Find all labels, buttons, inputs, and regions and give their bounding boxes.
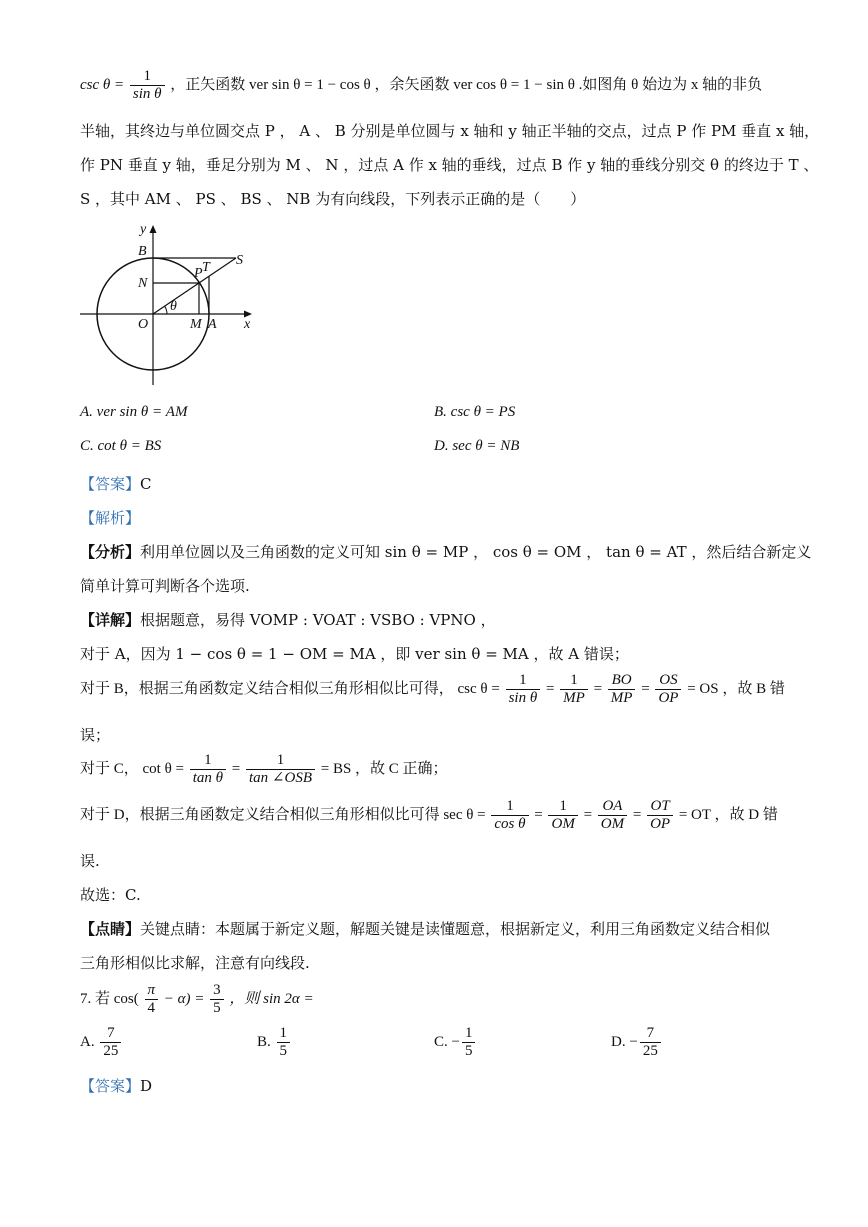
q6-for-d-cont: 误. [80,852,100,870]
label-S: S [236,253,243,268]
q6-stem-line4: S ，其中 AM 、 PS 、 BS 、 NB 为有向线段，下列表示正确的是（ ） [80,190,586,208]
q6-answer: 【答案】C [80,475,152,493]
q6-for-c: 对于 C， cot θ = $\frac{1}{\text{tan θ}}$ = $\frac{1}{\text{tan ∠OSB}}$ = BS ，故 C 正确； [80,752,448,787]
q6-option-a: A. ver sin θ = AM [80,404,188,420]
angle-arc [165,306,167,314]
q6-for-b: 对于 B，根据三角函数定义结合相似三角形相似比可得， csc θ = $\frac{1}{\text{sin θ}}$ = $\frac{1}{MP}$ = $\frac{BO}{MP}$ = $\frac{OS}{OP}$ = OS ，故 B 错 [80,672,785,707]
q6-choose: 故选：C. [80,886,141,904]
q6-stem-line3: 作 PN 垂直 y 轴，垂足分别为 M 、 N ，过点 A 作 x 轴的垂线，过点 B 作 y 轴的垂线分别交 θ 的终边于 T 、 [80,156,819,174]
q6-option-c: C. cot θ = BS [80,438,162,454]
label-theta: θ [170,299,177,314]
q6-stem-line1: csc θ = $\frac{1}{\text{sin θ}}$ ，正矢函数 ver sin θ = 1 − cos θ ，余矢函数 ver cos θ = 1 − sin θ .如图角 θ 始边为 x 轴的非负 [80,68,763,103]
q6-for-b-cont: 误； [80,726,111,744]
q6-stem-line2: 半轴，其终边与单位圆交点 P ， A 、 B 分别是单位圆与 x 轴和 y 轴正半轴的交点，过点 P 作 PM 垂直 x 轴， [80,122,820,140]
fraction: $\frac{1}{\text{sin θ}}$ [130,68,165,104]
q6-fenxi-line2: 简单计算可判断各个选项. [80,577,250,595]
label-A: A [208,317,217,332]
q6-for-d: 对于 D，根据三角函数定义结合相似三角形相似比可得 sec θ = $\frac{1}{\text{cos θ}}$ = $\frac{1}{OM}$ = $\frac{OA}{OM}$ = $\frac{OT}{OP}$ = OT ，故 D 错 [80,798,778,833]
q6-dianjing-line2: 三角形相似比求解，注意有向线段. [80,954,310,972]
q7-answer: 【答案】D [80,1077,153,1095]
q6-option-b: B. csc θ = PS [434,404,516,420]
q6-analysis-tag: 【解析】 [80,509,141,527]
q6-for-a: 对于 A，因为 1 − cos θ = 1 − OM = MA ，即 ver sin θ = MA ，故 A 错误； [80,645,629,663]
label-M: M [190,317,202,332]
label-x: x [244,317,251,332]
unit-circle-figure [70,215,270,390]
label-P: P [194,266,203,281]
q6-fenxi-line1: 【分析】利用单位圆以及三角函数的定义可知 sin θ = MP ， cos θ = OM ， tan θ = AT ，然后结合新定义 [80,543,812,561]
label-N: N [138,276,148,291]
label-T: T [202,260,210,275]
q7-option-d: D. − $\frac{7}{25}$ [611,1025,663,1061]
label-O: O [138,317,149,332]
q6-option-d: D. sec θ = NB [434,438,520,454]
q6-xiangjie-line1: 【详解】根据题意，易得 VOMP : VOAT : VSBO : VPNO ， [80,611,496,629]
q7-option-a: A. $\frac{7}{25}$ [80,1025,123,1061]
q7-option-c: C. − $\frac{1}{5}$ [434,1025,477,1061]
label-B: B [138,244,147,259]
q7-option-b: B. $\frac{1}{5}$ [257,1025,292,1061]
y-arrow [150,225,157,233]
q7-stem: 7. 若 cos( $\frac{\pi}{4}$ − α) = $\frac{3}{5}$ ，则 sin 2α = [80,982,314,1017]
label-y: y [140,222,147,237]
q6-dianjing-line1: 【点睛】关键点睛：本题属于新定义题，解题关键是读懂题意，根据新定义，利用三角函数定义结合相似 [80,920,771,938]
